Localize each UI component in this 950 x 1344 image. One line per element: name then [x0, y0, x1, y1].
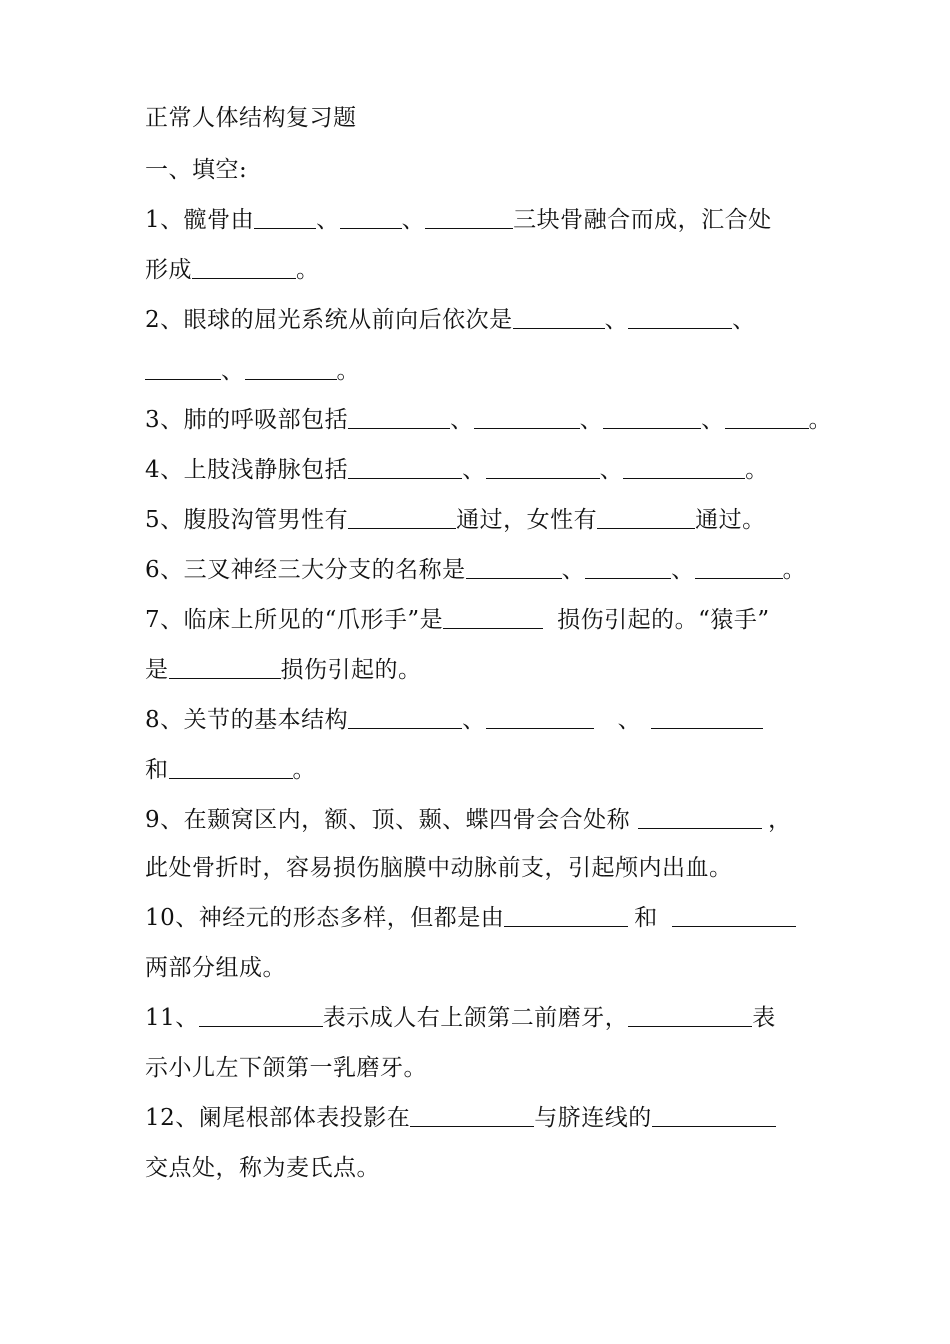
text-segment: 2、眼球的屈光系统从前向后依次是 [145, 307, 513, 333]
text-segment: 、 [579, 407, 604, 433]
answer-blank [725, 406, 809, 429]
question-9-line-2 [145, 853, 733, 883]
answer-blank [623, 456, 745, 479]
question-2-line-1 [145, 305, 756, 335]
text-segment: 6、三叉神经三大分支的名称是 [145, 557, 466, 583]
answer-blank [638, 806, 762, 829]
text-segment: 、 [462, 457, 486, 483]
question-1-line-1 [145, 205, 772, 235]
text-segment: 。 [292, 757, 316, 783]
question-7-line-1 [145, 605, 770, 635]
answer-blank [603, 406, 701, 429]
text-segment: 、 [401, 207, 426, 233]
text-segment: 和 [634, 905, 658, 931]
answer-blank [486, 706, 594, 729]
text-segment: 。 [336, 358, 360, 384]
text-segment: 10、神经元的形态多样，但都是由 [145, 905, 505, 931]
answer-blank [474, 406, 580, 429]
text-segment: 9、在颞窝区内，额、顶、颞、蝶四骨会合处称 [145, 807, 631, 833]
question-11-line-2 [145, 1053, 427, 1083]
question-12-line-1 [145, 1103, 776, 1133]
text-segment: 三块骨融合而成，汇合处 [513, 207, 772, 233]
answer-blank [672, 904, 796, 927]
answer-blank [425, 206, 513, 229]
text-segment: 。 [782, 557, 807, 583]
answer-blank [254, 206, 316, 229]
text-segment: 、 [221, 358, 245, 384]
question-7-line-2 [145, 655, 422, 685]
answer-blank [169, 756, 293, 779]
text-segment: 、 [701, 407, 725, 433]
answer-blank [443, 606, 543, 629]
answer-blank [245, 357, 337, 380]
text-segment: 11、 [145, 1005, 199, 1031]
text-segment: 、 [462, 707, 486, 733]
question-5 [145, 505, 766, 535]
text-segment: 、 [316, 207, 340, 233]
text-segment: 交点处，称为麦氏点。 [145, 1155, 380, 1181]
question-6 [145, 555, 806, 585]
question-8-line-1 [145, 705, 763, 735]
text-segment: 两部分组成。 [145, 955, 286, 981]
text-segment: 4、上肢浅静脉包括 [145, 457, 349, 483]
text-segment: 、 [604, 307, 629, 333]
text-segment: 12、阑尾根部体表投影在 [145, 1105, 411, 1131]
answer-blank [504, 904, 628, 927]
text-segment: 通过。 [695, 507, 766, 533]
question-12-line-2 [145, 1153, 380, 1183]
text-segment: 形成 [145, 257, 192, 283]
text-segment: 此处骨折时，容易损伤脑膜中动脉前支，引起颅内出血。 [145, 855, 733, 881]
text-segment: 表 [752, 1005, 776, 1031]
text-segment: 损伤引起的。“猿手” [557, 607, 770, 633]
section-heading: 一、填空: [145, 157, 248, 183]
question-4 [145, 455, 769, 485]
text-segment: 损伤引起的。 [280, 657, 422, 683]
text-segment: 、 [450, 407, 474, 433]
answer-blank [597, 506, 695, 529]
answer-blank [486, 456, 600, 479]
answer-blank [652, 1104, 776, 1127]
answer-blank [169, 656, 281, 679]
answer-blank [513, 306, 605, 329]
text-segment: 、 [671, 557, 695, 583]
answer-blank [348, 506, 456, 529]
answer-blank [651, 706, 763, 729]
question-9-line-1 [145, 805, 792, 835]
text-segment: 。 [808, 407, 833, 433]
text-segment: 。 [296, 257, 320, 283]
question-2-line-2 [145, 356, 360, 386]
answer-blank [695, 556, 783, 579]
question-3 [145, 405, 832, 435]
question-11-line-1 [145, 1003, 776, 1033]
answer-blank [192, 256, 296, 279]
text-segment: 、 [732, 307, 756, 333]
text-segment: 、 [617, 707, 642, 733]
question-1-line-2 [145, 255, 320, 285]
answer-blank [340, 206, 402, 229]
answer-blank [199, 1004, 323, 1027]
text-segment: 是 [145, 657, 169, 683]
answer-blank [628, 306, 732, 329]
document-title: 正常人体结构复习题 [145, 105, 357, 131]
text-segment: 、 [561, 557, 586, 583]
text-segment: 1、髋骨由 [145, 207, 255, 233]
answer-blank [145, 357, 221, 380]
answer-blank [348, 406, 450, 429]
text-segment: 5、腹股沟管男性有 [145, 507, 349, 533]
text-segment: 表示成人右上颌第二前磨牙， [322, 1005, 629, 1031]
answer-blank [348, 456, 462, 479]
question-8-line-2 [145, 755, 316, 785]
text-segment: 8、关节的基本结构 [145, 707, 349, 733]
question-10-line-2 [145, 953, 286, 983]
text-segment: ， [768, 807, 792, 833]
answer-blank [628, 1004, 752, 1027]
text-segment: 通过，女性有 [456, 507, 598, 533]
answer-blank [585, 556, 671, 579]
answer-blank [466, 556, 562, 579]
question-10-line-1 [145, 903, 796, 933]
text-segment: 。 [745, 457, 769, 483]
answer-blank [348, 706, 462, 729]
text-segment: 与脐连线的 [534, 1105, 652, 1131]
text-segment: 、 [599, 457, 624, 483]
answer-blank [410, 1104, 534, 1127]
text-segment: 示小儿左下颌第一乳磨牙。 [145, 1055, 427, 1081]
text-segment: 7、临床上所见的“爪形手”是 [145, 607, 444, 633]
text-segment: 和 [145, 757, 169, 783]
text-segment: 3、肺的呼吸部包括 [145, 407, 349, 433]
